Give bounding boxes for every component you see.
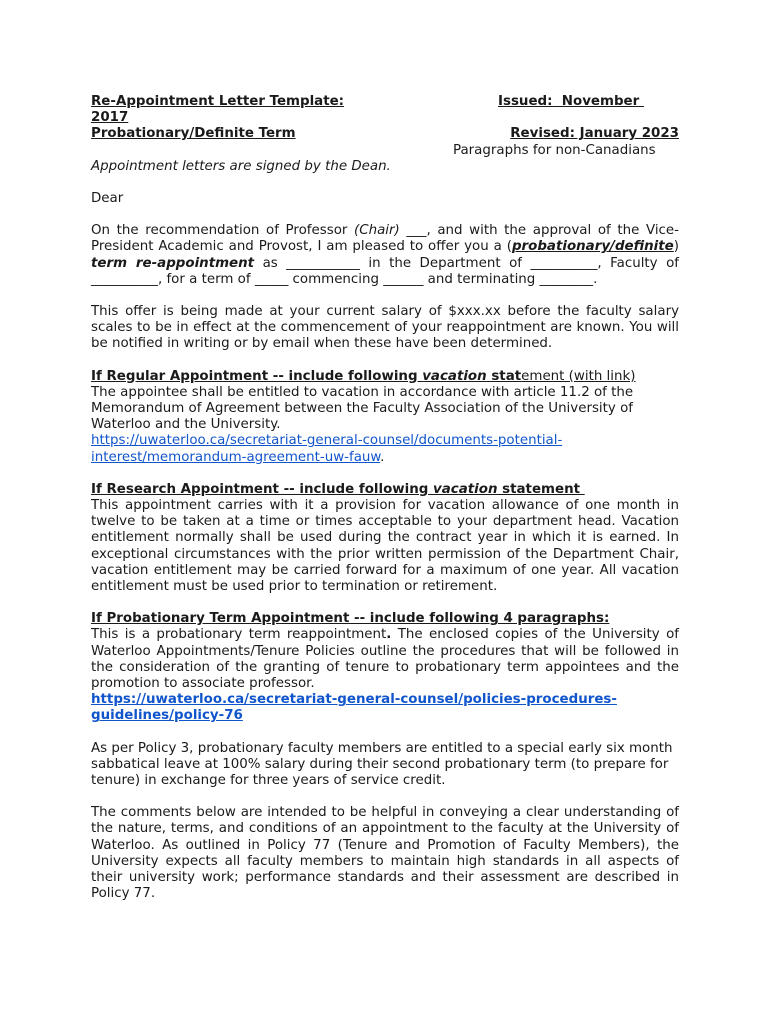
comments-paragraph: The comments below are intended to be helpful in conveying a clear understanding of the nature, terms, and conditions of an appointment to the faculty at the University of Waterloo. As outlined in Policy 77 (Tenure and Promotion of Faculty Members), the University expects all faculty members to maintain high standards in all aspects of their university work; performance standards and their assessment are described in Policy 77.: [91, 805, 679, 902]
recommendation-paragraph: [91, 223, 679, 288]
template-subtitle: Probationary/Definite Term: [91, 126, 296, 142]
research-appointment-body: This appointment carries with it a provision for vacation allowance of one month in twelve to be taken at a time or times acceptable to your department head. Vacation entitlement normally shall be used during the contract year in which it is earned. In exceptional circumstances with the prior written permission of the Department Chair, vacation entitlement may be carried forward for a maximum of one year. All vacation entitlement must be used prior to termination or retirement.: [91, 498, 679, 595]
salary-paragraph: This offer is being made at your current salary of $xxx.xx before the faculty salary scales to be in effect at the commencement of your reappointment are known. You will be notified in writing or by email when these have been determined.: [91, 303, 679, 352]
para1-text-4: as ___________ in the Department of __________, Faculty of __________, for a term of _____ commencing ______ and terminating ________.: [91, 255, 679, 287]
regular-appointment-body: [91, 385, 679, 466]
header-row-4: [91, 143, 679, 159]
regular-body-text: The appointee shall be entitled to vacation in accordance with article 11.2 of the Memorandum of Agreement between the Faculty Association of the University of Waterloo and the University.: [91, 384, 634, 433]
policy-3-paragraph: As per Policy 3, probationary faculty members are entitled to a special early six month sabbatical leave at 100% salary during their second probationary term (to prepare for tenure) in exchange for three years of service credit.: [91, 740, 673, 789]
policy-76-link[interactable]: https://uwaterloo.ca/secretariat-general-counsel/policies-procedures-guidelines/policy-76: [91, 692, 617, 724]
para1-text-1: On the recommendation of Professor: [91, 223, 355, 239]
probationary-bold-dot: .: [386, 627, 392, 643]
issued-date: Issued: November: [498, 94, 644, 109]
policy-76-link-line: [91, 692, 679, 724]
memorandum-agreement-link[interactable]: https://uwaterloo.ca/secretariat-general-counsel/documents-potential-interest/memorandum-agreement-uw-fauw: [91, 433, 563, 465]
research-appointment-heading: [91, 482, 679, 498]
para1-text-3: ): [673, 239, 679, 255]
probationary-definite-term: probationary/definite: [511, 239, 674, 255]
probationary-appointment-body: [91, 627, 679, 692]
term-reappointment: term re-appointment: [91, 255, 255, 271]
regular-head-text: If Regular Appointment -- include following: [91, 368, 423, 384]
probationary-appointment-heading: If Probationary Term Appointment -- include following 4 paragraphs:: [91, 611, 610, 627]
template-year: 2017: [91, 110, 129, 126]
regular-period: .: [380, 449, 385, 465]
regular-appointment-heading: [91, 369, 679, 385]
regular-head-vacation: vacation: [422, 368, 487, 384]
header-row-2: [91, 110, 679, 126]
para1-text-2: ___, and with the approval of the Vice-President Academic and Provost, I am pleased to offer you a (: [91, 223, 679, 255]
research-head-vacation: vacation: [433, 481, 498, 497]
probationary-body-1: This is a probationary term reappointment: [91, 627, 387, 643]
letter-template-body: [91, 94, 679, 902]
research-head-statement: statement: [497, 481, 585, 497]
salutation: Dear: [91, 190, 124, 206]
signed-note: Appointment letters are signed by the Dean.: [91, 158, 391, 174]
research-head-text: If Research Appointment -- include following: [91, 481, 434, 497]
regular-head-suffix: ement (with link): [521, 368, 636, 384]
regular-head-stat: stat: [486, 368, 522, 384]
chair-placeholder: (Chair): [354, 223, 400, 239]
revised-date: Revised: January 2023: [510, 126, 679, 142]
header-row-1: [91, 94, 679, 110]
paragraphs-note: Paragraphs for non-Canadians: [453, 142, 656, 158]
header-row-3: [91, 126, 679, 142]
probationary-body-2: The enclosed copies of the University of Waterloo Appointments/Tenure Policies outline the procedures that will be followed in the consideration of the granting of tenure to probationary term appointees and the promotion to associate professor.: [91, 627, 679, 692]
template-title: Re-Appointment Letter Template:: [91, 94, 345, 109]
